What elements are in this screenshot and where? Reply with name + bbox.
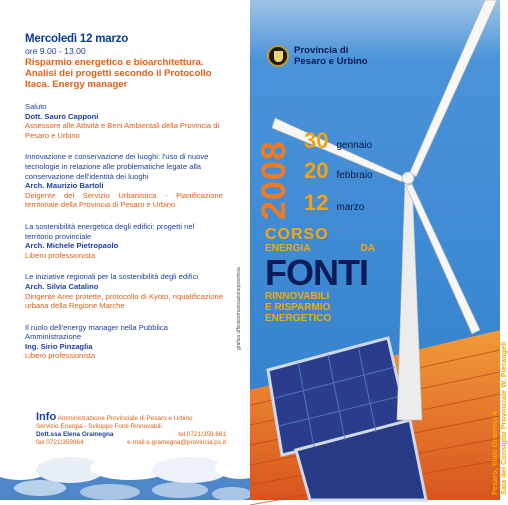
province-line2: Pesaro e Urbino: [294, 56, 368, 67]
design-credit: grafica ufficiocomunicazioneprovincia: [236, 267, 242, 350]
event-year: 2008: [255, 140, 293, 220]
venue-line1: Pesaro, Viale Gramsci 4: [490, 411, 499, 495]
course-line1: CORSO: [265, 226, 329, 243]
course-line6: ENERGETICO: [265, 313, 332, 324]
info-label: Info: [36, 411, 57, 423]
info-fax: fax 0721/359964: [36, 439, 84, 446]
speaker-role: Libero professionista: [25, 250, 96, 260]
program-topic: Le iniziative regionali per la sostenibilità degli edifici: [25, 272, 199, 282]
program-topic: Innovazione e conservazione dei luoghi: l'uso di nuove tecnologie in relazione alle problematiche legate alla conservazione dell'identità dei luoghi: [25, 152, 209, 181]
venue: [490, 342, 508, 495]
session-time: ore 9.00 - 13.00: [25, 46, 86, 56]
info-line2: Servizio Energia - Sviluppo Fonti Rinnovabili: [36, 423, 162, 430]
session-date: Mercoledì 12 marzo: [25, 33, 129, 45]
course-title: [265, 227, 375, 324]
info-contact: Dott.ssa Elena Gramegna: [36, 431, 114, 438]
course-line2a: ENERGIA: [265, 243, 311, 254]
program-panel: [0, 0, 250, 500]
province-name: [294, 45, 368, 67]
info-line1: Amministrazione Provinciale di Pesaro e Urbino: [57, 415, 193, 422]
cover-panel: [250, 0, 508, 500]
speaker-name: Arch. Maurizio Bartoli: [25, 181, 104, 191]
program-item: [25, 272, 223, 310]
date-day: 30: [304, 128, 329, 153]
program-content: [25, 33, 223, 361]
course-line4: RINNOVABILI: [265, 291, 330, 302]
speaker-role: Libero professionista: [25, 351, 96, 361]
info-email: e-mail:e.gramegna@provincia.ps.it: [127, 439, 226, 446]
course-line2b: DA: [360, 243, 375, 254]
course-line5: E RISPARMIO: [265, 302, 331, 313]
clouds-image: [0, 448, 250, 500]
info-tel: tel.0721/359.661: [178, 431, 226, 438]
program-topic: La sostenibilità energetica degli edifici: progetti nel territorio provinciale: [25, 221, 195, 241]
program-item: [25, 222, 223, 260]
program-item: [25, 102, 223, 140]
date-row: [304, 128, 372, 154]
date-day: 20: [304, 158, 329, 183]
date-month: febbraio: [336, 170, 373, 181]
date-day: 12: [304, 190, 329, 215]
province-logo: [267, 45, 289, 67]
program-topic: Saluto: [25, 102, 47, 111]
province-line1: Provincia di: [294, 45, 349, 56]
program-item: [25, 323, 223, 361]
info-box: [36, 413, 226, 447]
program-item: [25, 152, 223, 210]
date-row: [304, 158, 373, 184]
venue-line2: Sala del Consiglio Provinciale W. Pierangeli: [499, 341, 508, 495]
speaker-role: Dirigente Aree protette, protocollo di Kyoto, riqualificazione urbana della Regione Marche: [25, 291, 223, 311]
program-topic: Il ruolo dell'energy manager nella Pubblica Amministrazione: [25, 322, 168, 342]
date-month: marzo: [336, 202, 365, 213]
speaker-name: Dott. Sauro Capponi: [25, 111, 99, 121]
speaker-role: Dirigente del Servizio Urbanistica - Pianificazione territoriale della Provincia di Pesaro e Urbino: [25, 190, 223, 210]
speaker-name: Arch. Silvia Catalino: [25, 281, 99, 291]
speaker-role: Assessore alle Attività e Beni Ambientali della Provincia di Pesaro e Urbino: [25, 121, 220, 140]
course-line3: FONTI: [265, 252, 368, 293]
speaker-name: Ing. Sirio Pinzaglia: [25, 341, 93, 351]
date-month: gennaio: [336, 140, 373, 151]
session-title: Risparmio energetico e bioarchitettura. Analisi dei progetti secondo il Protocollo Itaca. Energy manager: [25, 57, 212, 90]
speaker-name: Arch. Michele Pietropaolo: [25, 241, 119, 251]
date-row: [304, 190, 364, 216]
